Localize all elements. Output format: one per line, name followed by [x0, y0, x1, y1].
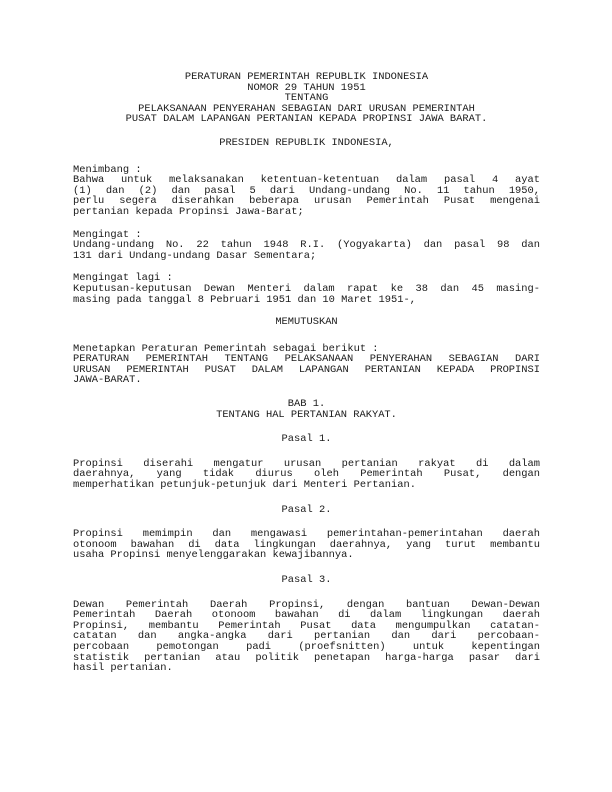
pasal-1-line: memperhatikan petunjuk-petunjuk dari Menteri Pertanian. — [73, 479, 416, 492]
pasal-3-line: percobaan pemotongan padi (proefsnitten) untuk kepentingan — [73, 640, 540, 653]
document-page — [73, 72, 540, 674]
pasal-1-line: Propinsi diserahi mengatur urusan pertanian rakyat di dalam — [73, 457, 540, 470]
memutuskan-heading: MEMUTUSKAN — [275, 316, 338, 329]
menimbang-line: (1) dan (2) dan pasal 5 dari Undang-undang No. 11 tahun 1950, — [73, 184, 540, 197]
pasal-3-body — [73, 600, 540, 674]
mengingat-line: Undang-undang No. 22 tahun 1948 R.I. (Yogyakarta) dan pasal 98 dan — [73, 239, 540, 252]
bab-title: TENTANG HAL PERTANIAN RAKYAT. — [216, 408, 397, 421]
pasal-2-line: Propinsi memimpin dan mengawasi pemerintahan-pemerintahan daerah — [73, 528, 540, 541]
header-line-2: NOMOR 29 TAHUN 1951 — [247, 81, 366, 94]
menetapkan-line: URUSAN PEMERINTAH PUSAT DALAM LAPANGAN PERTANIAN KEPADA PROPINSI — [73, 363, 540, 376]
menetapkan-line: JAWA-BARAT. — [73, 374, 142, 387]
mengingat-lagi-line: Keputusan-keputusan Dewan Menteri dalam rapat ke 38 dan 45 masing- — [73, 282, 540, 295]
header-line-3: TENTANG — [284, 92, 329, 105]
pasal-1-title: Pasal 1. — [281, 433, 332, 446]
mengingat-lagi-section — [73, 273, 540, 305]
mengingat-line: 131 dari Undang-undang Dasar Sementara; — [73, 249, 317, 262]
menimbang-line: Bahwa untuk melaksanakan ketentuan-ketentuan dalam pasal 4 ayat — [73, 174, 540, 187]
menimbang-section — [73, 165, 540, 218]
menimbang-line: pertanian kepada Propinsi Jawa-Barat; — [73, 205, 304, 218]
header-line-4: PELAKSANAAN PENYERAHAN SEBAGIAN DARI URUSAN PEMERINTAH — [138, 102, 475, 115]
president-heading: PRESIDEN REPUBLIK INDONESIA, — [219, 136, 394, 149]
menetapkan-label: Menetapkan Peraturan Pemerintah sebagai berikut : — [73, 342, 379, 355]
menimbang-label: Menimbang : — [73, 163, 142, 176]
pasal-1-body — [73, 459, 540, 491]
bab-number: BAB 1. — [287, 398, 326, 411]
menetapkan-section — [73, 344, 540, 386]
header-line-5: PUSAT DALAM LAPANGAN PERTANIAN KEPADA PROPINSI JAWA BARAT. — [125, 113, 488, 126]
menimbang-line: perlu segera diserahkan beberapa urusan Pemerintah Pusat mengenai — [73, 195, 540, 208]
mengingat-lagi-line: masing pada tanggal 8 Pebruari 1951 dan 10 Maret 1951-, — [73, 293, 416, 306]
document-header — [73, 72, 540, 125]
header-line-1: PERATURAN PEMERINTAH REPUBLIK INDONESIA — [184, 71, 429, 83]
pasal-3-line: hasil pertanian. — [73, 662, 173, 675]
pasal-1-line: daerahnya, yang tidak diurus oleh Pemerintah Pusat, dengan — [73, 468, 540, 481]
mengingat-label: Mengingat : — [73, 228, 142, 241]
pasal-2-title: Pasal 2. — [281, 503, 332, 516]
pasal-2-line: usaha Propinsi menyelenggarakan kewajibannya. — [73, 549, 354, 562]
pasal-3-line: catatan dan angka-angka dari pertanian dan dari percobaan- — [73, 630, 540, 643]
mengingat-lagi-label: Mengingat lagi : — [73, 272, 173, 285]
mengingat-section — [73, 230, 540, 262]
pasal-3-line: statistik pertanian atau politik penetapan harga-harga pasar dari — [73, 651, 540, 664]
pasal-2-line: otonoom bawahan di data lingkungan daerahnya, yang turut membantu — [73, 538, 540, 551]
pasal-3-line: Propinsi, membantu Pemerintah Pusat data mengumpulkan catatan- — [73, 619, 540, 632]
pasal-3-line: Pemerintah Daerah otonoom bawahan di dalam lingkungan daerah — [73, 609, 540, 622]
menetapkan-line: PERATURAN PEMERINTAH TENTANG PELAKSANAAN PENYERAHAN SEBAGIAN DARI — [73, 353, 540, 366]
pasal-2-body — [73, 529, 540, 561]
pasal-3-line: Dewan Pemerintah Daerah Propinsi, dengan bantuan Dewan-Dewan — [73, 598, 540, 611]
pasal-3-title: Pasal 3. — [281, 574, 332, 586]
